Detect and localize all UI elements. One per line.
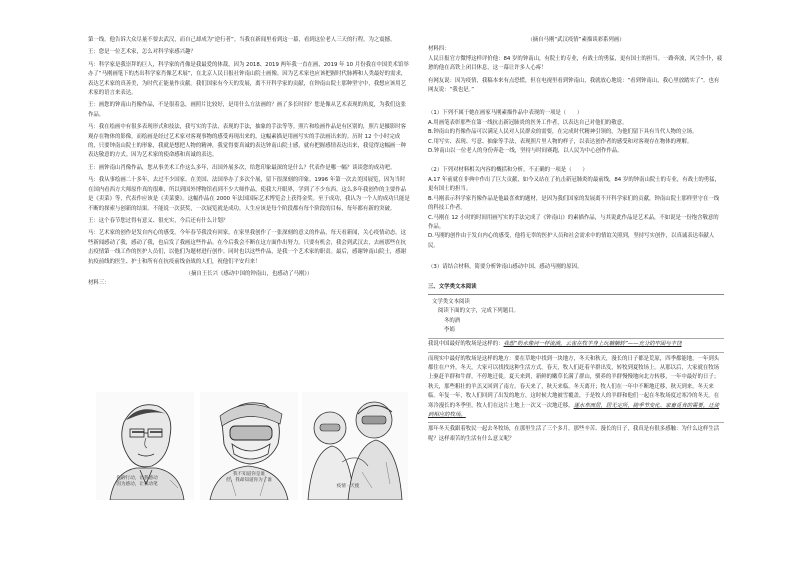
- paragraph: 马：我从事绘画二十多年，去过不少国家。在美国、法国举办了多次个展，留下很深刻的印象。1996 年第一次去美国展览，因为当时在国内看西方大师原作真的很难，所以到国外博物馆看到不少大师作品，使我大开眼界，学到了不少东西。这么多年我创作的主要作品是《卖菜》等，代表作应该是《卖菜婆》。这幅作品在 2000 年法国国际艺术博览会上获得金奖。至于成功，我认为一个人的成功只能是不断的探索与创新的结果。不能说一次获奖，一次展览就是成功。人生应该是每个阶段都有每个阶段的目标，每年都有新的突破。: [88, 177, 410, 212]
- paragraph: 有网友说：因为疫情，我稿本来有点恐慌，但在电视里看到钟南山，我就放心地说：“看到钟南山，我心里放踏实了”。也有网友说：“我也是。”: [428, 77, 720, 94]
- question-2-option-b: B.马刚表示科学家肖像作品是他最喜欢的题材，是因为我们国家的发展离不开科学家们的贡献，钟南山院士那样坚守在一线的科技工作者。: [428, 195, 720, 212]
- question-1-option-c: C.用写实、表现、写意、抽象等手法，表现照片里人物的样子，以表达创作者的感受和对客观存在物体的理解。: [428, 138, 693, 145]
- question-1-option-a: A.用画笔表彰那些在第一线抗击新冠肺炎的医务工作者，以表达自己对他们的敬意。: [428, 119, 628, 126]
- passage-instruction: 阅读下面的文字，完成下列题目。: [438, 308, 519, 315]
- question-3-stem: （3）请结合材料，简要分析钟南山感动中国、感动马刚的原因。: [428, 264, 583, 271]
- question-2-option-a: A.17 年前就在非典中作出了巨大贡献，如今又站在了抗击新冠肺炎的最前线，84 岁的钟南山院士的专业，有战士的勇猛，更有国士的担当。: [428, 176, 720, 193]
- divider: [428, 338, 724, 339]
- passage-text: 我说中国最好的牧场是这样的：: [428, 341, 504, 348]
- question-line: 王：这个春节您过得有意义、很充实，今后还有什么计划？: [88, 217, 229, 224]
- passage-author: 李娟: [444, 327, 455, 334]
- divider: [428, 352, 724, 353]
- source-attribution: （摘自马刚“武汉疫情”素描谈彩系列画）: [527, 37, 625, 43]
- paragraph: 第一线。他告诉大众尽量不要去武汉，而自己却成为“逆行者”。当我在新闻里看到这一幕，看到这位老人三天的行程，为之震撼。: [88, 37, 396, 43]
- figure-caption: 疫情 · 天使: [336, 484, 360, 489]
- passage-text: 而现实中最好的牧场是这样的地方：要在草地中找到一块地方，冬天和秋天，漫长的日子都是荒原，四季都能地，一年到头都住在户外。冬天，大家可以找找这种生活方式。春天，牧人们赶着羊群出发，转牧到夏牧场上。从那以后，大家就在牧场上驱赶羊群和牛群，不停地迁徙。夏天来到，新鲜的嫩草长满了群山，驯养的羊群慢慢地向北方转移，一年中最好的日子；秋天，那些粗壮的羊羔又回到了南方。春天来了，秋天来临，冬天离开；牧人们在一年中不断地迁移，秋天到来，冬天来临。年复一年，牧人们回到了出发的地方，这时候大地被雪覆盖，于是牧人的羊群和他们一起在冬牧场度过寒冷的冬天。在寒冷漫长的冬季里，牧人们在这片土地上一次又一次地迁移，: [428, 355, 720, 409]
- passage-paragraph: [428, 340, 724, 349]
- source-attribution: （摘自王长兴《感动中国的钟南山，也感动了马刚》）: [185, 270, 313, 277]
- underlined-text: 逐水草而居，居无定所，随季节变化、家畜觅食的需要，迁徙到相应的牧场。: [428, 402, 720, 418]
- paragraph: 马：我在绘画中有很多表现形式和技法，我写实的手法，表现的手法，抽象的手法等等。照片和绘画作品是有区别的，照片是摄影时客观存在物体的影像，而绘画是经过艺术家对客观事物的感受再现出来的，这幅素描是用画写实的手法画出来的。历时 12 个小时完成的，只要钟南山院士的形象，我就是想把人物的精神，我觉得要真诚的表达钟南山院士感，就有把握感情表达出来，我觉得这幅画一种表达敬意的方式。因为艺术家的使命感和真诚的表达。: [88, 124, 407, 159]
- passage-heading: 文学类文本阅读: [432, 298, 470, 305]
- divider: [428, 294, 724, 295]
- underlined-text: 我想“奶水像河一样流淌，云雀在牧羊身上玩躺躺转”——充分的牢固与丰饶: [503, 341, 682, 348]
- divider: [428, 422, 724, 423]
- question-1-option-d: D.钟南山以一位老人的身份奔赴一线，坚持与时间赛跑，以人民为中心创作作品。: [428, 148, 623, 155]
- figure-caption: 你的行动，让我感动 因为感动，让我动笔: [116, 476, 158, 487]
- paragraph: 马：科学家是我崇拜的巨人，科学家的肖像是我最爱的体裁。因为 2018、2019 两年我一直在画，2019 年 10 月份我在中国美术馆举办了“马刚画笔下的杰出科学家肖像艺术展”，在北京人民日报社钟南山院士画像。因为艺术家也应该把握时代脉搏和人类最好的需求，表达艺术家的真善美，为时代正能量作贡献。我们国家有今天的发展，离不开科学家的贡献，在钟南山院士那种坚守中，我想应该用艺术家的语言来表达。: [88, 61, 409, 97]
- question-2-option-c: C.马刚在 12 小时的时间用画写实的手法完成了《钟南山》的素描作品，与其说此作品是艺术品，不如说是一份饱含敬意的作品。: [428, 214, 719, 230]
- material-label: 材料三：: [88, 280, 110, 287]
- question-line: 王：画钟南山肖像作品，您从事美术工作这么多年，出国外展多次，给您印象最深的是什么？代表作是哪一幅？谈谈您的成功吧。: [88, 164, 396, 171]
- passage-title: 冬的酒: [444, 317, 461, 324]
- paragraph: 人民日报官方微博这样评价他：84 岁的钟南山，有院士的专业，有战士的勇猛，更有国士的担当。一路奔波，风尘仆仆，疲惫的他在高铁上闭目休息，这一幕让许多人心疼！: [428, 55, 723, 72]
- question-1-stem: （1）下列不属于她在画家马刚素描作品中表现的一项是（ ）: [428, 110, 583, 117]
- paragraph: 马：艺术家的创作是发自内心的感受。今年春节我没有回家，在家里我创作了一张深刻的意义的作品，每天看新闻，关心疫情动态。这些新闻感动了我，感动了我，也启发了我画这些作品。在今后我会不断在这方面作出努力。只要有机会，我会到武汉去，去画那些在抗击疫情第一线工作的医护人员们，以他们为题材进行创作。同时也以这些作品，是我一个艺术家的职责。最后，感谢钟南山院士，感谢抗疫前线的医生、护士和所有在抗疫前线奋战的人们，祝他们平安归来！: [88, 230, 407, 265]
- section-heading: 三、文学类文本阅读: [428, 283, 477, 290]
- passage-paragraph: [428, 355, 724, 421]
- question-2-option-d: D.马刚的创作由于发自内心的感受，他将无辜的医护人员和社会需求中的情谊关照到，坚持写实创作，以真诚表达奉献人民。: [428, 233, 715, 249]
- figure-caption: 我不知道你是谁 但，我却知道你为了谁: [226, 472, 272, 483]
- question-line: 王：您是一位艺术家，怎么对科学家感兴趣？: [88, 49, 196, 56]
- right-column: [428, 36, 724, 444]
- material-label: 材料四：: [428, 46, 450, 53]
- question-1-option-b: B.钟南山的肖像作品可以满足人民对人民群众的需要，在完成时代精神引领的，为他们留下具有当代人物的立场。: [428, 129, 698, 136]
- left-column: [88, 36, 410, 289]
- question-2-stem: （2）下列对材料相关内容的概括和分析，不正确的一项是（ ）: [428, 167, 588, 174]
- question-line: 王：画您的钟南山肖像作品，不是很着急，画照片比较好，是用什么方法画的？画了多长时间？您是像从艺术表现的角度，为我们这张作品。: [88, 102, 407, 118]
- sketch-figures: [96, 392, 408, 500]
- passage-paragraph: 那年冬天我跟着牧民一起去冬牧场，在那里生活了三个多月。那些辛苦、漫长的日子，我真是有很多感触：为什么这样生活呢？这样艰苦的生活有什么意义呢？: [428, 426, 720, 442]
